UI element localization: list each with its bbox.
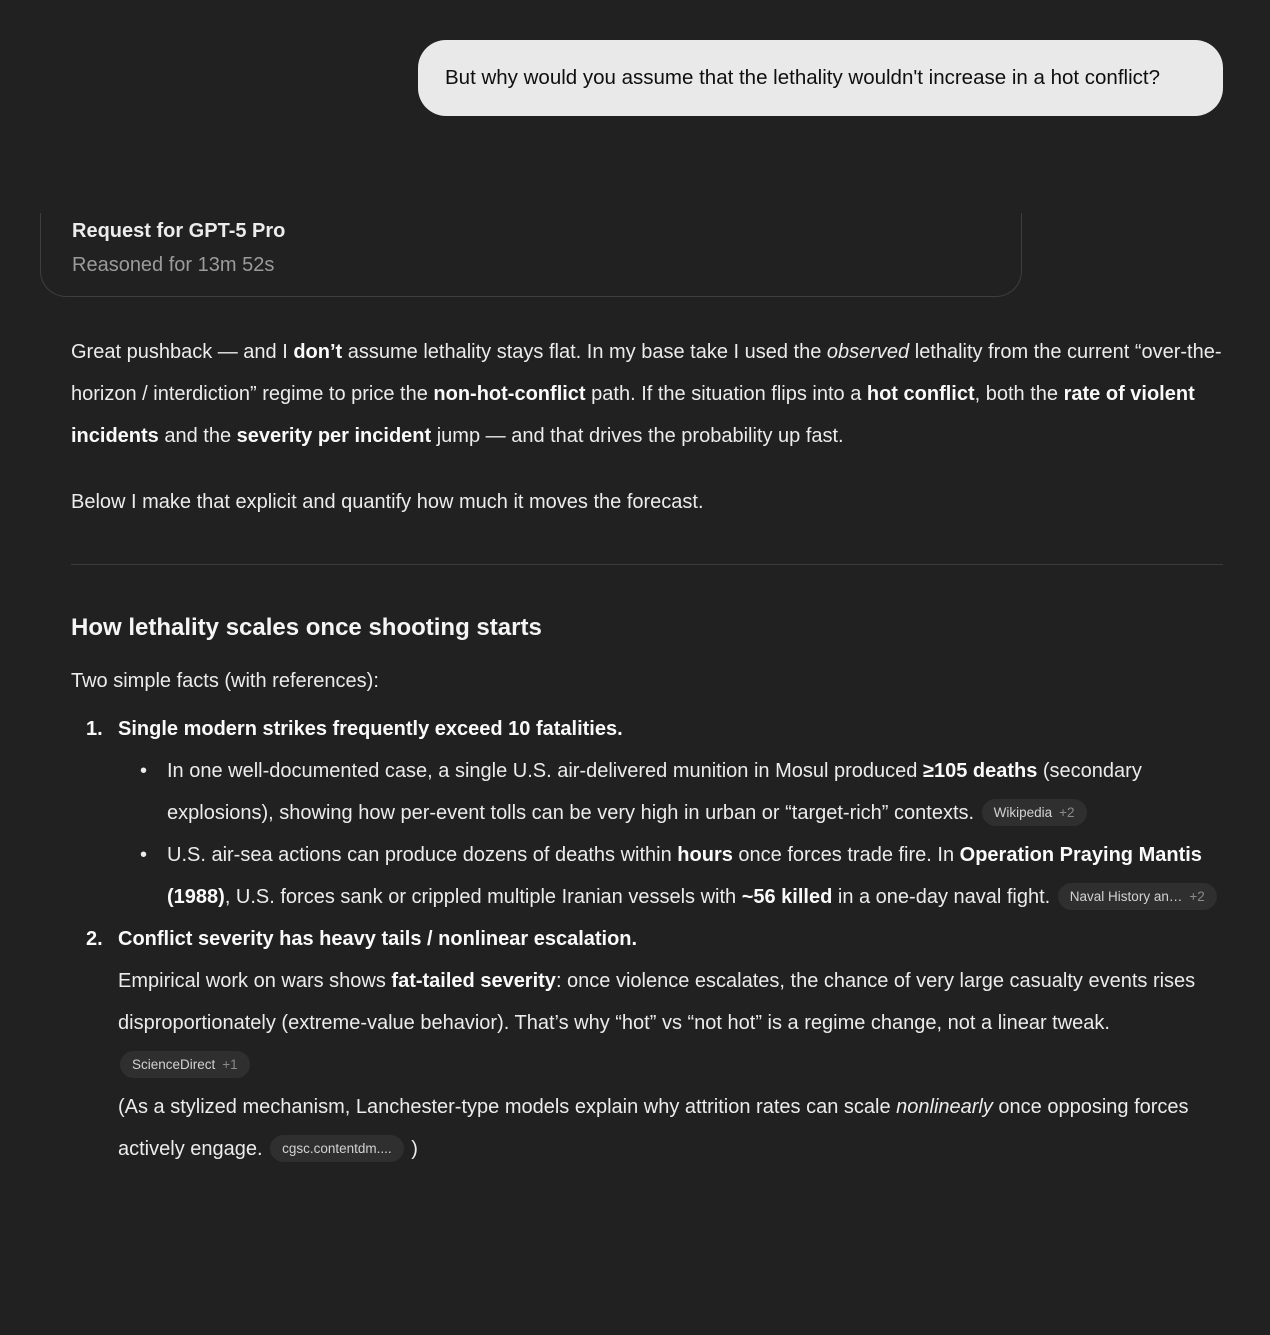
citation-pill[interactable]: [1058, 883, 1217, 910]
text-run: U.S. air-sea actions can produce dozens of deaths within: [167, 844, 678, 866]
list-item-paragraph: [118, 1086, 1223, 1170]
text-run: Empirical work on wars shows: [118, 970, 392, 992]
user-message-text: But why would you assume that the lethality wouldn't increase in a hot conflict?: [445, 66, 1160, 89]
list-item: [71, 708, 1223, 918]
list-item-body: [118, 918, 1223, 1170]
text-run: ): [405, 1138, 418, 1160]
text-run: , U.S. forces sank or crippled multiple Iranian vessels with: [224, 886, 742, 908]
text-run: once opposing forces actively engage.: [118, 1096, 1189, 1160]
citation-pill[interactable]: [120, 1051, 250, 1078]
list-item-paragraph: [118, 960, 1223, 1086]
text-run: In one well-documented case, a single U.S. air-delivered munition in Mosul produced: [167, 760, 923, 782]
text-run: assume lethality stays flat. In my base take I used the: [342, 341, 827, 363]
text-run: once forces trade fire. In: [732, 844, 960, 866]
citation-count: +2: [1189, 889, 1205, 904]
text-run: (As a stylized mechanism, Lanchester-type models explain why attrition rates can scale: [118, 1096, 897, 1118]
bold-text: rate of violent incidents: [71, 383, 1195, 447]
request-panel-title: Request for GPT-5 Pro: [72, 220, 286, 242]
text-run: path. If the situation flips into a: [585, 383, 867, 405]
list-item-body: [118, 708, 1223, 918]
request-panel[interactable]: [40, 213, 1022, 297]
assistant-paragraph: [71, 481, 1223, 523]
text-run: Two simple facts (with references):: [71, 670, 379, 692]
text-run: (secondary explosions), showing how per-event tolls can be very high in urban or “target-rich” contexts.: [167, 760, 1142, 824]
citation-source: ScienceDirect: [132, 1057, 216, 1072]
bold-text: ~56 killed: [741, 886, 833, 908]
bullet-dot-icon: •: [140, 760, 148, 782]
reasoned-duration: Reasoned for 13m 52s: [72, 254, 275, 276]
text-run: in a one-day naval fight.: [832, 886, 1056, 908]
text-run: Below I make that explicit and quantify how much it moves the forecast.: [71, 491, 704, 513]
citation-source: Wikipedia: [993, 805, 1053, 820]
bullet-item: [118, 750, 1223, 834]
list-item: [71, 918, 1223, 1170]
list-marker: 1.: [86, 718, 103, 740]
numbered-list: [71, 708, 1223, 1170]
bold-text: Operation Praying Mantis (1988): [167, 844, 1202, 908]
assistant-paragraph: [71, 331, 1223, 457]
bullet-text: [167, 834, 1223, 918]
text-run: and the: [158, 425, 237, 447]
bold-text: Single modern strikes frequently exceed 10 fatalities.: [118, 718, 623, 740]
citation-source: cgsc.contentdm....: [282, 1141, 392, 1156]
list-marker: 2.: [86, 928, 103, 950]
citation-pill[interactable]: [270, 1135, 404, 1162]
bold-text: Conflict severity has heavy tails / nonlinear escalation.: [118, 928, 638, 950]
citation-pill[interactable]: [982, 799, 1087, 826]
divider: [71, 564, 1223, 565]
list-item-title: [118, 708, 1223, 750]
text-run: jump — and that drives the probability up fast.: [431, 425, 844, 447]
bullet-text: [167, 750, 1223, 834]
citation-source: Naval History an…: [1069, 889, 1183, 904]
bold-text: hot conflict: [866, 383, 975, 405]
bullet-dot-icon: •: [140, 844, 148, 866]
text-run: , both the: [974, 383, 1064, 405]
bold-text: ≥105 deaths: [922, 760, 1038, 782]
bold-text: don’t: [293, 341, 343, 363]
bold-text: non-hot-conflict: [433, 383, 586, 405]
bold-text: severity per incident: [236, 425, 432, 447]
text-run: lethality from the current “over-the-horizon / interdiction” regime to price the: [71, 341, 1222, 405]
section-heading: How lethality scales once shooting starts: [71, 614, 542, 641]
bold-text: fat-tailed severity: [391, 970, 556, 992]
citation-count: +2: [1059, 805, 1075, 820]
text-run: Great pushback — and I: [71, 341, 294, 363]
text-run: : once violence escalates, the chance of very large casualty events rises disproportionately (extreme-value behavior). That’s why “hot” vs “not hot” is a regime change, not a linear tweak.: [118, 970, 1196, 1034]
assistant-paragraph: [71, 660, 1223, 702]
list-item-title: [118, 918, 1223, 960]
assistant-message: [71, 331, 1223, 1170]
italic-text: nonlinearly: [896, 1096, 993, 1118]
user-message-bubble: [418, 40, 1223, 116]
citation-count: +1: [222, 1057, 238, 1072]
bold-text: hours: [677, 844, 733, 866]
bullet-item: [118, 834, 1223, 918]
italic-text: observed: [826, 341, 910, 363]
